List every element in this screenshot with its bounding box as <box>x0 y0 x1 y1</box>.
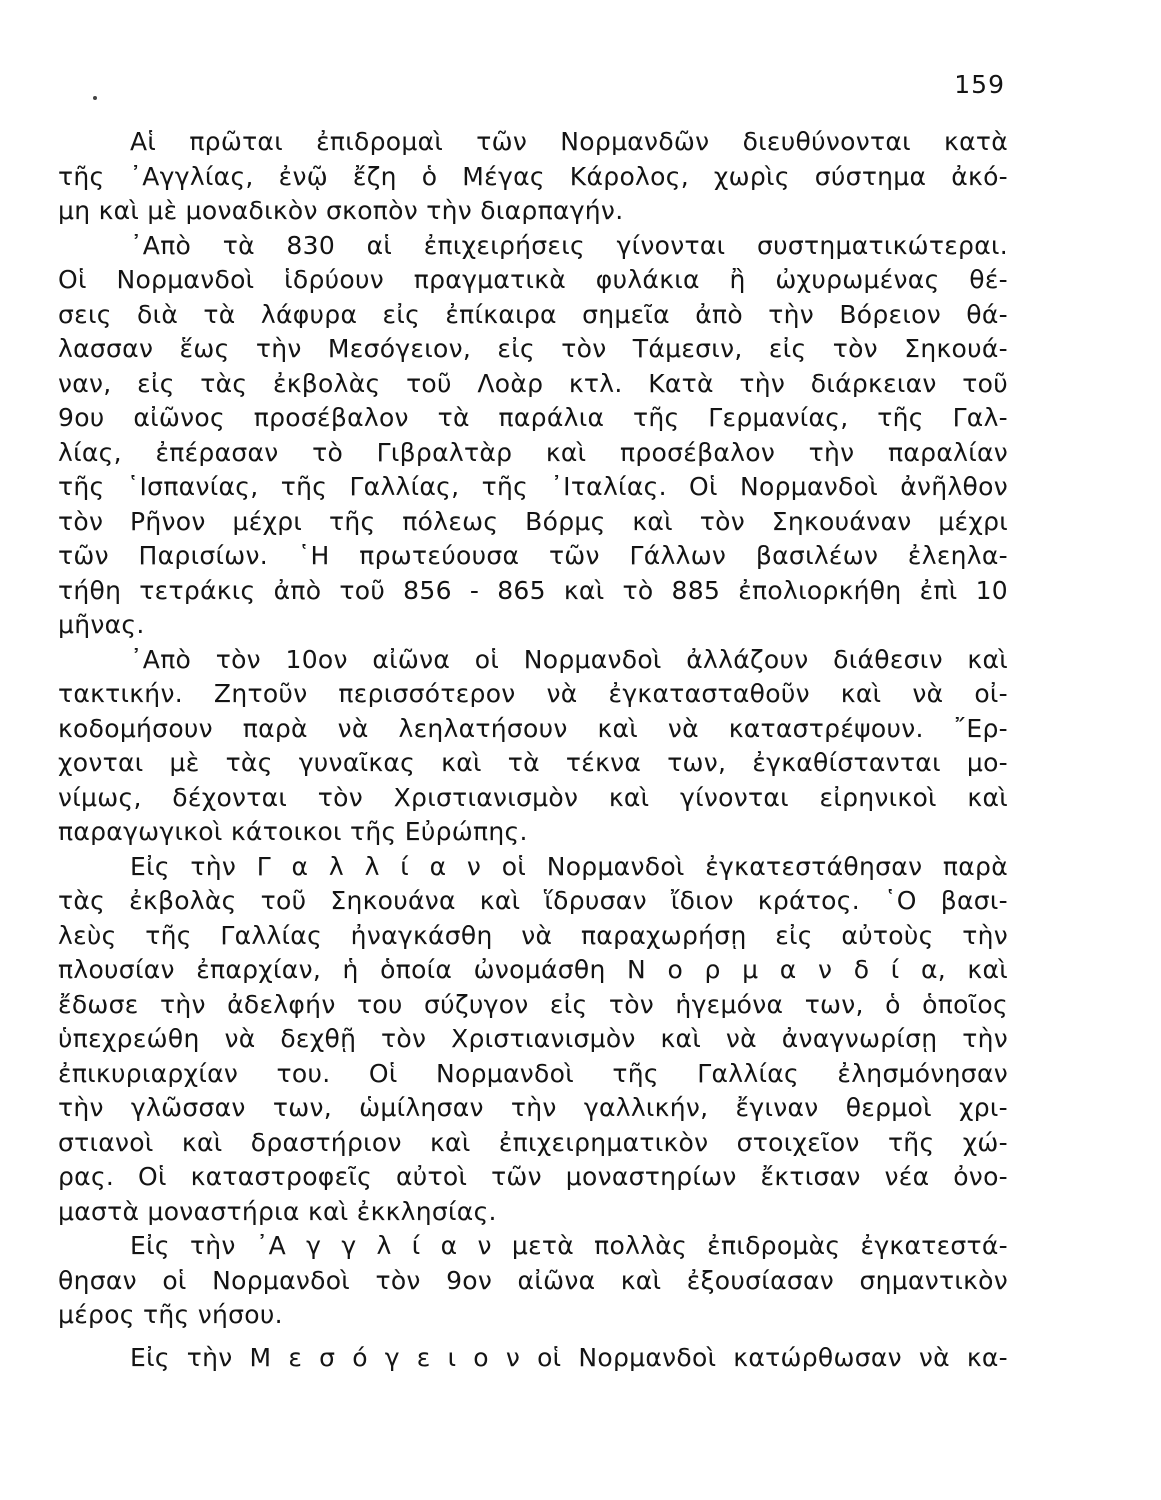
text-line: πλουσίαν ἐπαρχίαν, ἡ ὁποία ὠνομάσθη Ν ο ρ μ α ν δ ί α, καὶ <box>58 955 1008 984</box>
text-line: Εἰς τὴν Γ α λ λ ί α ν οἱ Νορμανδοὶ ἐγκατεστάθησαν παρὰ <box>130 851 1008 881</box>
text-line: τακτικήν. Ζητοῦν περισσότερον νὰ ἐγκατασταθοῦν καὶ νὰ οἰ- <box>58 679 1008 708</box>
text-line: χονται μὲ τὰς γυναῖκας καὶ τὰ τέκνα των, ἐγκαθίστανται μο- <box>58 748 1008 777</box>
text-line: Εἰς τὴν Μ ε σ ό γ ε ι ο ν οἱ Νορμανδοὶ κατώρθωσαν νὰ κα- <box>130 1342 1008 1372</box>
text-line: τῆς ῾Ισπανίας, τῆς Γαλλίας, τῆς ᾿Ιταλίας. Οἱ Νορμανδοὶ ἀνῆλθον <box>58 472 1008 501</box>
text-line: Αἱ πρῶται ἐπιδρομαὶ τῶν Νορμανδῶν διευθύνονται κατὰ <box>130 127 1008 156</box>
text-line: τῆς ᾿Αγγλίας, ἐνῷ ἔζη ὁ Μέγας Κάρολος, χωρὶς σύστημα ἀκό- <box>58 161 1008 191</box>
text-line: μη καὶ μὲ μοναδικὸν σκοπὸν τὴν διαρπαγήν. <box>58 196 624 225</box>
paragraph-1 <box>58 125 1008 229</box>
text-line: ρας. Οἱ καταστροφεῖς αὐτοὶ τῶν μοναστηρίων ἔκτισαν νέα ὀνο- <box>58 1162 1008 1191</box>
text-line: ᾿Απὸ τὸν 10ον αἰῶνα οἱ Νορμανδοὶ ἀλλάζουν διάθεσιν καὶ <box>130 644 1008 674</box>
text-line: σεις διὰ τὰ λάφυρα εἰς ἐπίκαιρα σημεῖα ἀπὸ τὴν Βόρειον θά- <box>58 299 1008 329</box>
text-line: Οἱ Νορμανδοὶ ἱδρύουν πραγματικὰ φυλάκια ἢ ὠχυρωμένας θέ- <box>58 265 1008 294</box>
text-line: 9ου αἰῶνος προσέβαλον τὰ παράλια τῆς Γερμανίας, τῆς Γαλ- <box>58 403 1008 432</box>
paragraph-gap <box>58 1333 1008 1341</box>
scan-speck <box>93 96 97 100</box>
text-line: λεὺς τῆς Γαλλίας ἠναγκάσθη νὰ παραχωρήσῃ εἰς αὐτοὺς τὴν <box>58 920 1008 950</box>
text-line: ναν, εἰς τὰς ἐκβολὰς τοῦ Λοὰρ κτλ. Κατὰ τὴν διάρκειαν τοῦ <box>58 368 1008 398</box>
text-line: ᾿Απὸ τὰ 830 αἱ ἐπιχειρήσεις γίνονται συστηματικώτεραι. <box>130 230 1008 260</box>
text-line: Εἰς τὴν ᾿Α γ γ λ ί α ν μετὰ πολλὰς ἐπιδρομὰς ἐγκατεστά- <box>130 1231 1008 1260</box>
text-line: θησαν οἱ Νορμανδοὶ τὸν 9ον αἰῶνα καὶ ἐξουσίασαν σημαντικὸν <box>58 1265 1008 1295</box>
paragraph-4 <box>58 850 1008 1230</box>
text-line: παραγωγικοὶ κάτοικοι τῆς Εὐρώπης. <box>58 817 528 846</box>
text-line: κοδομήσουν παρὰ νὰ λεηλατήσουν καὶ νὰ καταστρέψουν. ῎Ερ- <box>58 713 1008 743</box>
paragraph-2 <box>58 229 1008 643</box>
text-line: τῶν Παρισίων. ῾Η πρωτεύουσα τῶν Γάλλων βασιλέων ἐλεηλα- <box>58 541 1008 570</box>
text-line: στιανοὶ καὶ δραστήριον καὶ ἐπιχειρηματικὸν στοιχεῖον τῆς χώ- <box>58 1127 1008 1157</box>
text-line: ὑπεχρεώθη νὰ δεχθῇ τὸν Χριστιανισμὸν καὶ νὰ ἀναγνωρίσῃ τὴν <box>58 1024 1008 1053</box>
text-line: ἔδωσε τὴν ἀδελφήν του σύζυγον εἰς τὸν ἡγεμόνα των, ὁ ὁποῖος <box>58 989 1008 1019</box>
text-line: τὰς ἐκβολὰς τοῦ Σηκουάνα καὶ ἵδρυσαν ἴδιον κράτος. ῾Ο βασι- <box>58 886 1008 915</box>
paragraph-3 <box>58 643 1008 850</box>
text-line: τὴν γλῶσσαν των, ὡμίλησαν τὴν γαλλικήν, ἔγιναν θερμοὶ χρι- <box>58 1093 1008 1122</box>
text-line: λίας, ἐπέρασαν τὸ Γιβραλτὰρ καὶ προσέβαλον τὴν παραλίαν <box>58 437 1008 467</box>
text-line: νίμως, δέχονται τὸν Χριστιανισμὸν καὶ γίνονται εἰρηνικοὶ καὶ <box>58 782 1008 812</box>
text-line: μαστὰ μοναστήρια καὶ ἐκκλησίας. <box>58 1196 497 1226</box>
body-text <box>58 125 1008 1375</box>
text-line: ἐπικυριαρχίαν του. Οἱ Νορμανδοὶ τῆς Γαλλίας ἐλησμόνησαν <box>58 1058 1008 1088</box>
paragraph-5 <box>58 1229 1008 1333</box>
text-line: μῆνας. <box>58 610 145 639</box>
page-number: 159 <box>954 70 1005 99</box>
paragraph-6 <box>58 1341 1008 1376</box>
text-line: τὸν Ρῆνον μέχρι τῆς πόλεως Βόρμς καὶ τὸν Σηκουάναν μέχρι <box>58 506 1008 536</box>
text-line: λασσαν ἕως τὴν Μεσόγειον, εἰς τὸν Τάμεσιν, εἰς τὸν Σηκουά- <box>58 334 1008 363</box>
text-line: μέρος τῆς νήσου. <box>58 1300 283 1329</box>
text-line: τήθη τετράκις ἀπὸ τοῦ 856 - 865 καὶ τὸ 885 ἐπολιορκήθη ἐπὶ 10 <box>58 575 1008 605</box>
